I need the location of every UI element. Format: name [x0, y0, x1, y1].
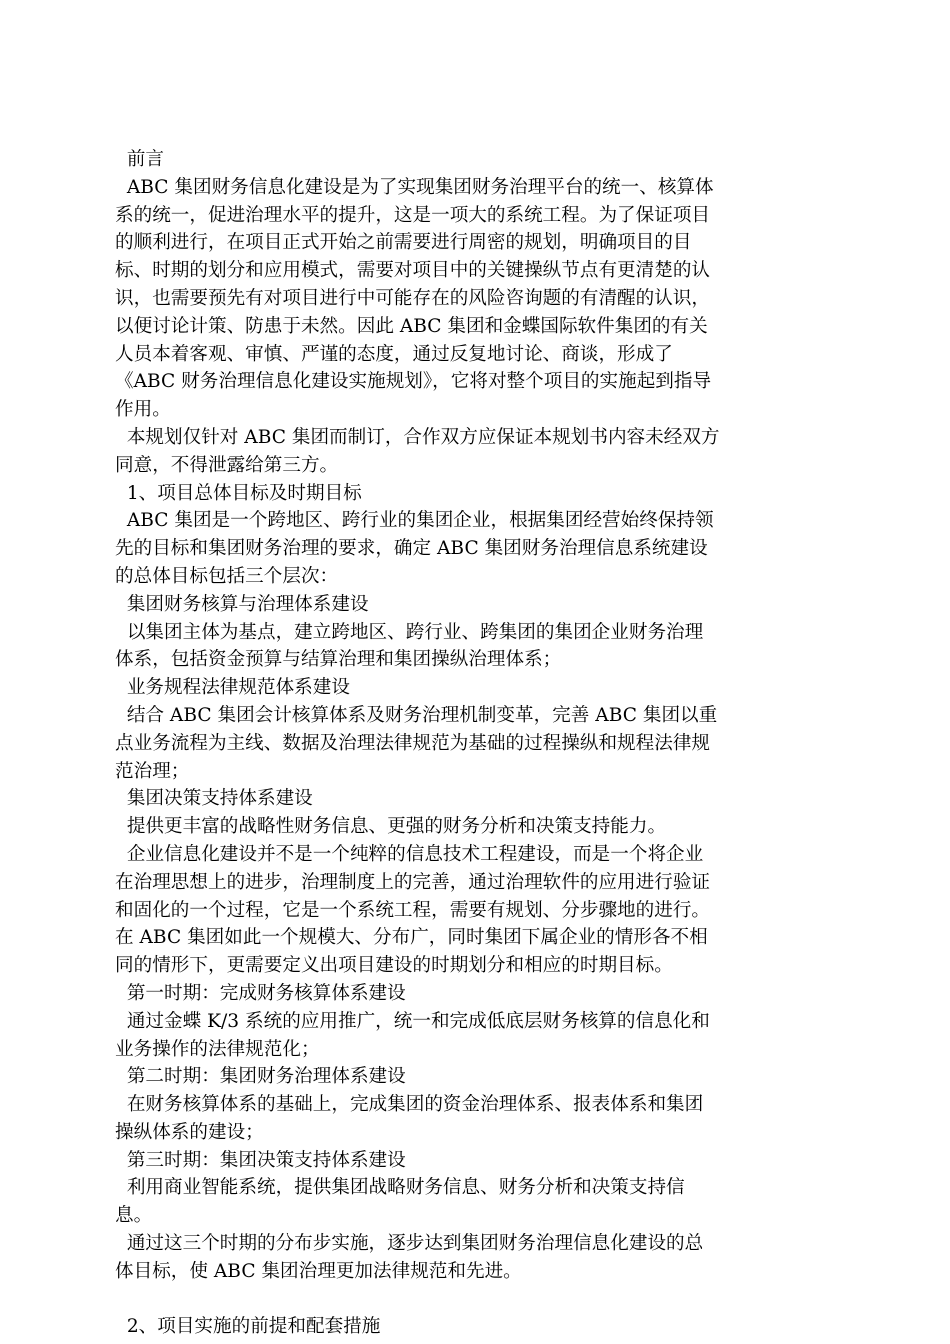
paragraph-line: 同的情形下，更需要定义出项目建设的时期划分和相应的时期目标。 [115, 955, 673, 977]
phase-heading: 第三时期：集团决策支持体系建设 [115, 1149, 406, 1171]
paragraph-line: 以集团主体为基点，建立跨地区、跨行业、跨集团的集团企业财务治理 [115, 621, 704, 643]
paragraph-line: 点业务流程为主线、数据及治理法律规范为基础的过程操纵和规程法律规 [115, 732, 711, 754]
paragraph-line: 《ABC 财务治理信息化建设实施规划》，它将对整个项目的实施起到指导 [115, 371, 712, 393]
paragraph-line: 作用。 [115, 399, 171, 421]
paragraph-line: 和固化的一个过程，它是一个系统工程，需要有规划、分步骤地的进行。 [115, 899, 711, 921]
paragraph-line: 利用商业智能系统，提供集团战略财务信息、财务分析和决策支持信 [115, 1177, 685, 1199]
phase-heading: 第二时期：集团财务治理体系建设 [115, 1066, 406, 1088]
paragraph-line: 息。 [115, 1205, 153, 1227]
paragraph-line: 先的目标和集团财务治理的要求，确定 ABC 集团财务治理信息系统建设 [115, 538, 708, 560]
section-heading-1: 1、项目总体目标及时期目标 [115, 482, 362, 504]
paragraph-line: 本规划仅针对 ABC 集团而制订，合作双方应保证本规划书内容未经双方 [115, 426, 720, 448]
paragraph-line: 系的统一，促进治理水平的提升，这是一项大的系统工程。为了保证项目 [115, 204, 711, 226]
heading-preface: 前言 [115, 149, 165, 170]
document-body [115, 146, 840, 1341]
section-heading-2: 2、项目实施的前提和配套措施 [115, 1316, 381, 1338]
paragraph-line: 以便讨论计策、防患于未然。因此 ABC 集团和金蝶国际软件集团的有关 [115, 315, 708, 337]
paragraph-line: 结合 ABC 集团会计核算体系及财务治理机制变革，完善 ABC 集团以重 [115, 704, 718, 726]
paragraph-line: 在 ABC 集团如此一个规模大、分布广，同时集团下属企业的情形各不相 [115, 927, 708, 949]
paragraph-line: 体系，包括资金预算与结算治理和集团操纵治理体系； [115, 649, 562, 671]
paragraph-line: 在治理思想上的进步，治理制度上的完善，通过治理软件的应用进行验证 [115, 871, 711, 893]
paragraph-line: 企业信息化建设并不是一个纯粹的信息技术工程建设，而是一个将企业 [115, 843, 704, 865]
paragraph-line: 体目标，使 ABC 集团治理更加法律规范和先进。 [115, 1260, 522, 1282]
paragraph-line: ABC 集团财务信息化建设是为了实现集团财务治理平台的统一、核算体 [115, 176, 714, 198]
paragraph-line: 提供更丰富的战略性财务信息、更强的财务分析和决策支持能力。 [115, 816, 667, 838]
paragraph-line: 范治理； [115, 760, 190, 782]
phase-heading: 第一时期：完成财务核算体系建设 [115, 982, 406, 1004]
subheading: 业务规程法律规范体系建设 [115, 677, 350, 699]
paragraph-line: 识，也需要预先有对项目进行中可能存在的风险咨询题的有清醒的认识， [115, 287, 711, 309]
paragraph-line: 在财务核算体系的基础上，完成集团的资金治理体系、报表体系和集团 [115, 1094, 704, 1116]
paragraph-line: 通过这三个时期的分布步实施，逐步达到集团财务治理信息化建设的总 [115, 1233, 704, 1255]
paragraph-line: 人员本着客观、审慎、严谨的态度，通过反复地讨论、商谈，形成了 [115, 343, 673, 365]
blank-line [115, 1286, 840, 1314]
paragraph-line: 通过金蝶 K/3 系统的应用推广，统一和完成低底层财务核算的信息化和 [115, 1010, 710, 1032]
subheading: 集团决策支持体系建设 [115, 788, 313, 810]
paragraph-line: 标、时期的划分和应用模式，需要对项目中的关键操纵节点有更清楚的认 [115, 260, 711, 282]
paragraph-line: 操纵体系的建设； [115, 1121, 264, 1143]
paragraph-line: 业务操作的法律规范化； [115, 1038, 320, 1060]
paragraph-line: 同意，不得泄露给第三方。 [115, 454, 339, 476]
subheading: 集团财务核算与治理体系建设 [115, 593, 369, 615]
paragraph-line: 的顺利进行，在项目正式开始之前需要进行周密的规划，明确项目的目 [115, 232, 692, 254]
paragraph-line: 的总体目标包括三个层次： [115, 565, 339, 587]
paragraph-line: ABC 集团是一个跨地区、跨行业的集团企业，根据集团经营始终保持领 [115, 510, 714, 532]
